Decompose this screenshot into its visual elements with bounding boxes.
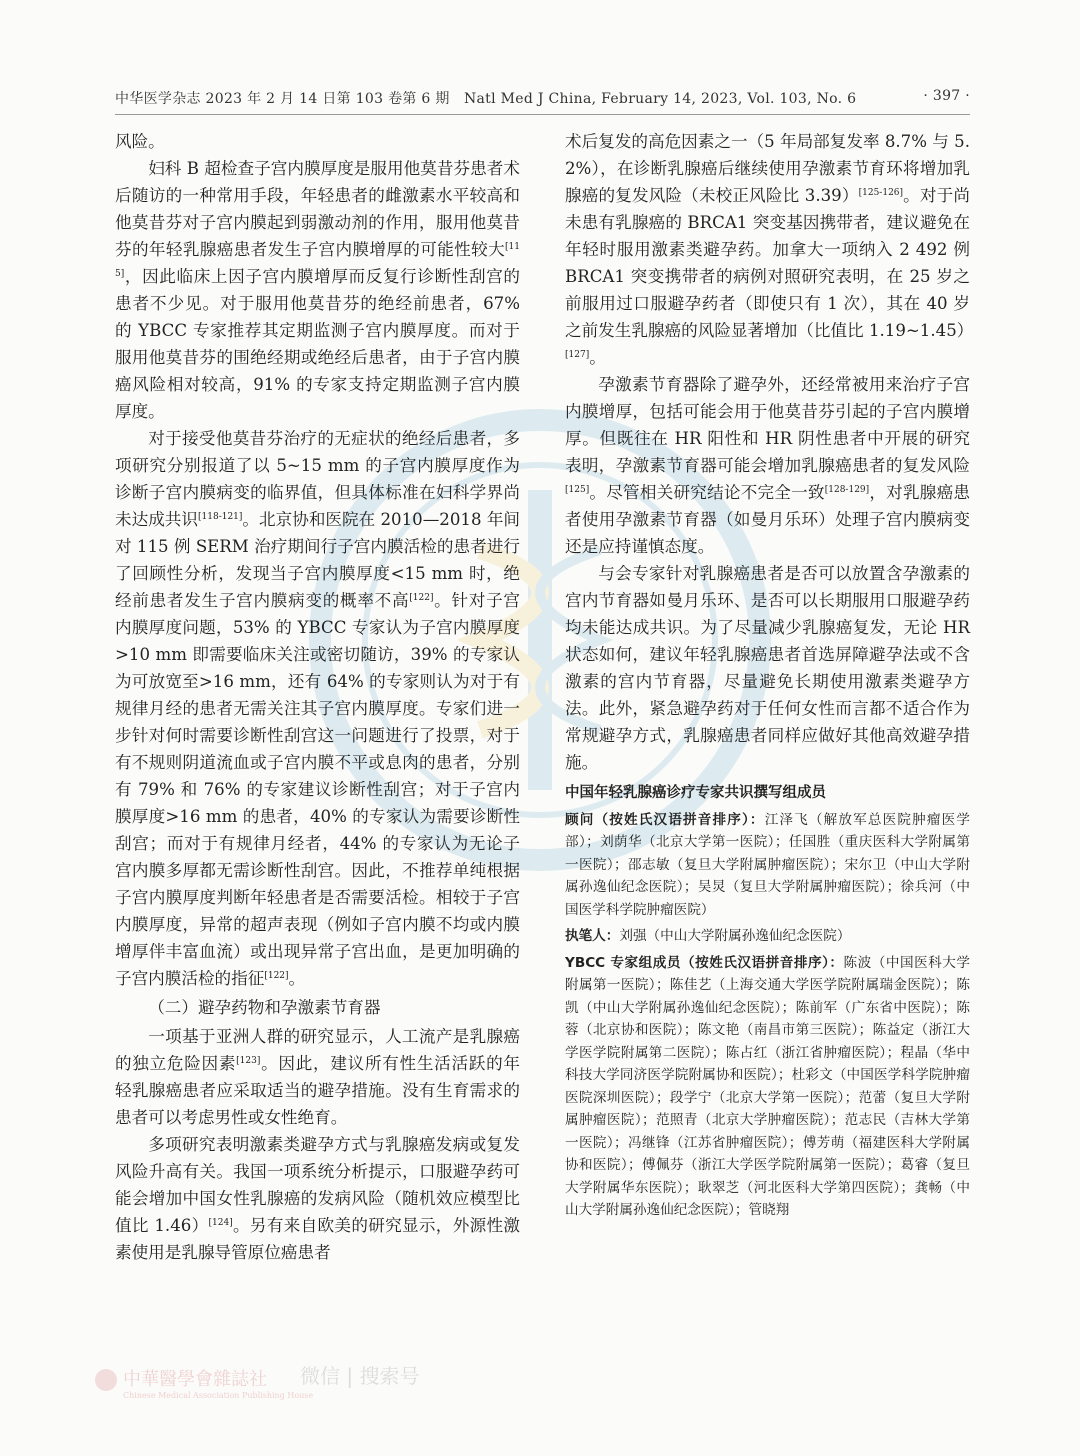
citation: [118-121] bbox=[198, 512, 243, 522]
citation: [125-126] bbox=[858, 188, 904, 198]
citation: [127] bbox=[565, 350, 590, 360]
paragraph: 与会专家针对乳腺癌患者是否可以放置含孕激素的宫内节育器如曼月乐环、是否可以长期服用口服避孕药均未能达成共识。为了尽量减少乳腺癌复发，无论 HR 状态如何，建议年轻乳腺癌患者首选屏障避孕法或不含激素的宫内节育器，尽量避免长期使用激素类避孕方法。此外，紧急避孕药对于任何女性而言都不适合作为常规避孕方式，乳腺癌患者同样应做好其他高效避孕措施。 bbox=[565, 564, 970, 772]
paragraph: 对于接受他莫昔芬治疗的无症状的绝经后患者，多项研究分别报道了以 5~15 mm 的子宫内膜厚度作为诊断子宫内膜病变的临界值，但具体标准在妇科学界尚未达成共识[118-121]。北京协和医院在 2010—2018 年间对 115 例 SERM 治疗期间行子宫内膜活检的患者进行了回顾性分析，发现当子宫内膜厚度<15 mm 时，绝经前患者发生子宫内膜病变的概率不高[122]。针对子宫内膜厚度问题，53% 的 YBCC 专家认为子宫内膜厚度>10 mm 即需要临床关注或密切随访，39% 的专家认为可放宽至>16 mm，还有 64% 的专家则认为对于有规律月经的患者无需关注其子宫内膜厚度。专家们进一步针对何时需要诊断性刮宫这一问题进行了投票，对于有不规则阴道流血或子宫内膜不平或息肉的患者，分别有 79% 和 76% 的专家建议诊断性刮宫；对于子宫内膜厚度>16 mm 的患者，40% 的专家认为需要诊断性刮宫；而对于有规律月经者，44% 的专家认为无论子宫内膜多厚都无需诊断性刮宫。因此，不推荐单纯根据子宫内膜厚度判断年轻患者是否需要活检。相较于子宫内膜厚度，异常的超声表现（例如子宫内膜不均或内膜增厚伴丰富血流）或出现异常子宫出血，是更加明确的子宫内膜活检的指征[122]。 bbox=[115, 429, 521, 988]
page-number: · 397 · bbox=[923, 88, 970, 104]
journal-citation: 中华医学杂志 2023 年 2 月 14 日第 103 卷第 6 期 Natl Med J China, February 14, 2023, Vol. 103, No. 6 bbox=[115, 91, 857, 107]
author-list bbox=[565, 782, 970, 1222]
left-column bbox=[115, 128, 520, 1266]
citation: [123] bbox=[236, 1056, 261, 1066]
paragraph: 孕激素节育器除了避孕外，还经常被用来治疗子宫内膜增厚，包括可能会用于他莫昔芬引起的子宫内膜增厚。但既往在 HR 阳性和 HR 阴性患者中开展的研究表明，孕激素节育器可能会增加乳腺癌患者的复发风险[125]。尽管相关研究结论不完全一致[128-129]，对乳腺癌患者使用孕激素节育器（如曼月乐环）处理子宫内膜病变还是应持谨慎态度。 bbox=[565, 375, 971, 556]
citation: [115] bbox=[115, 242, 520, 279]
members: YBCC 专家组成员（按姓氏汉语拼音排序）：陈波（中国医科大学附属第一医院）；陈佳艺（上海交通大学医学院附属瑞金医院）；陈凯（中山大学附属孙逸仙纪念医院）；陈前军（广东省中医院）；陈蓉（北京协和医院）；陈文艳（南昌市第三医院）；陈益定（浙江大学医学院附属第二医院）；陈占红（浙江省肿瘤医院）；程晶（华中科技大学同济医学院附属协和医院）；杜彩文（中国医学科学院肿瘤医院深圳医院）；段学宁（北京大学第一医院）；范蕾（复旦大学附属肿瘤医院）；范照青（北京大学肿瘤医院）；范志民（吉林大学第一医院）；冯继锋（江苏省肿瘤医院）；傅芳萌（福建医科大学附属协和医院）；傅佩芬（浙江大学医学院附属第一医院）；葛睿（复旦大学附属华东医院）；耿翠芝（河北医科大学第四医院）；龚畅（中山大学附属孙逸仙纪念医院）；管晓翔 bbox=[565, 954, 971, 1218]
publisher-seal-icon bbox=[95, 1369, 117, 1391]
paragraph: 妇科 B 超检查子宫内膜厚度是服用他莫昔芬患者术后随访的一种常用手段，年轻患者的雌激素水平较高和他莫昔芬对子宫内膜起到弱激动剂的作用，服用他莫昔芬的年轻乳腺癌患者发生子宫内膜增厚的可能性较大[115]，因此临床上因子宫内膜增厚而反复行诊断性刮宫的患者不少见。对于服用他莫昔芬的绝经前患者，67% 的 YBCC 专家推荐其定期监测子宫内膜厚度。而对于服用他莫昔芬的围绝经期或绝经后患者，由于子宫内膜癌风险相对较高，91% 的专家支持定期监测子宫内膜厚度。 bbox=[115, 159, 520, 421]
paragraph: 术后复发的高危因素之一（5 年局部复发率 8.7% 与 5.2%），在诊断乳腺癌后继续使用孕激素节育环将增加乳腺癌的复发风险（未校正风险比 3.39）[125-126]。对于尚未患有乳腺癌的 BRCA1 突变基因携带者，建议避免在年轻时服用激素类避孕药。加拿大一项纳入 2 492 例 BRCA1 突变携带者的病例对照研究表明，在 25 岁之前服用过口服避孕药者（即使只有 1 次），其在 40 岁之前发生乳腺癌的风险显著增加（比值比 1.19~1.45）[127]。 bbox=[565, 132, 974, 367]
citation: [122] bbox=[264, 971, 289, 981]
citation: [124] bbox=[208, 1218, 233, 1228]
wechat-watermark: 微信 | 搜索号 bbox=[300, 1364, 420, 1388]
section-subheading: （二）避孕药物和孕激素节育器 bbox=[148, 998, 381, 1017]
right-column bbox=[565, 128, 974, 1226]
paragraph: 多项研究表明激素类避孕方式与乳腺癌发病或复发风险升高有关。我国一项系统分析提示，口服避孕药可能会增加中国女性乳腺癌的发病风险（随机效应模型比值比 1.46）[124]。另有来自欧美的研究显示，外源性激素使用是乳腺导管原位癌患者 bbox=[115, 1135, 520, 1262]
author-list-title: 中国年轻乳腺癌诊疗专家共识撰写组成员 bbox=[565, 785, 826, 801]
running-header bbox=[115, 88, 970, 115]
paragraph: 风险。 bbox=[115, 132, 165, 151]
advisors: 顾问（按姓氏汉语拼音排序）：江泽飞（解放军总医院肿瘤医学部）；刘荫华（北京大学第一医院）；任国胜（重庆医科大学附属第一医院）；邵志敏（复旦大学附属肿瘤医院）；宋尔卫（中山大学附属孙逸仙纪念医院）；吴炅（复旦大学附属肿瘤医院）；徐兵河（中国医学科学院肿瘤医院） bbox=[565, 811, 971, 918]
citation: [128-129] bbox=[824, 485, 870, 495]
paragraph: 一项基于亚洲人群的研究显示，人工流产是乳腺癌的独立危险因素[123]。因此，建议所有性生活活跃的年轻乳腺癌患者应采取适当的避孕措施。没有生育需求的患者可以考虑男性或女性绝育。 bbox=[115, 1027, 521, 1127]
citation: [125] bbox=[565, 485, 590, 495]
writer: 执笔人：刘强（中山大学附属孙逸仙纪念医院） bbox=[565, 928, 851, 944]
publisher-logo: 中華醫學會雜誌社 Chinese Medical Association Publishing House bbox=[95, 1365, 313, 1400]
citation: [122] bbox=[409, 593, 434, 603]
